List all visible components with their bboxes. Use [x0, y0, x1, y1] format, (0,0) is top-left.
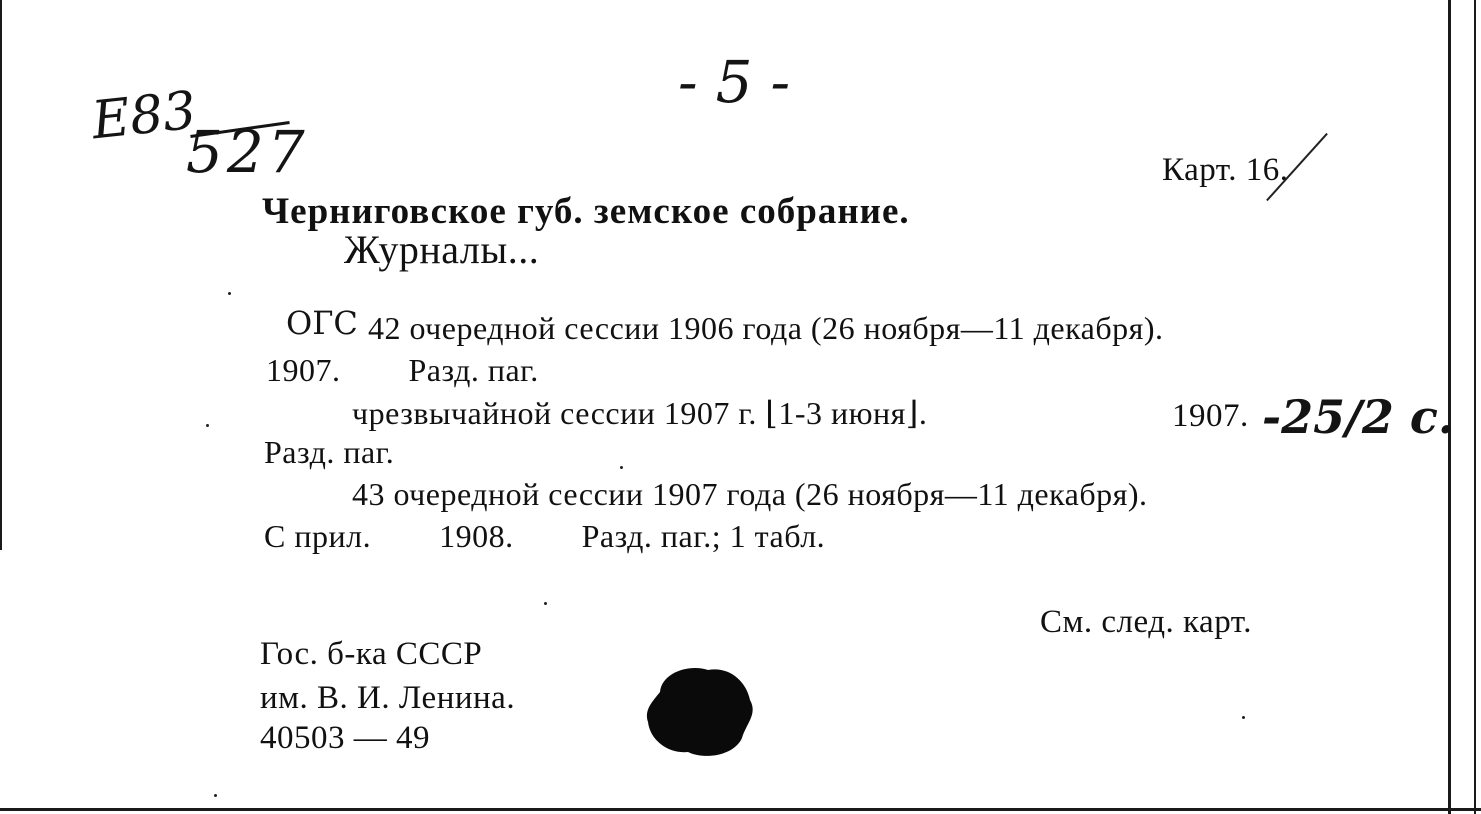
page-number: -5-: [678, 48, 809, 116]
subheading: Журналы...: [344, 227, 540, 272]
speck: [620, 466, 623, 469]
entry-2-year: 1907.: [1172, 398, 1249, 434]
library-order-number: 40503 — 49: [260, 720, 430, 756]
card-bottom-border: [0, 808, 1481, 811]
card-label: Карт. 16.: [1162, 152, 1289, 188]
library-name-line2: им. В. И. Ленина.: [260, 680, 516, 716]
entry-2-line2: Разд. паг.: [264, 434, 395, 470]
shelfmark: E83: [89, 80, 199, 152]
ink-blot-image: [642, 662, 758, 760]
library-name: Гос. б-ка СССР: [260, 636, 483, 672]
speck: [214, 794, 217, 797]
entry-2-hand-note: -25/2 с.: [1262, 390, 1454, 444]
entry-3-line2: С прил. 1908. Разд. паг.; 1 табл.: [264, 518, 826, 554]
entry-1-mark: ОГС: [286, 304, 358, 342]
entry-3-line1: 43 очередной сессии 1907 года (26 ноября—11 декабря).: [352, 476, 1148, 512]
entry-1-line2: 1907. Разд. паг.: [266, 352, 539, 388]
see-next-card: См. след. карт.: [1040, 604, 1252, 640]
speck: [1242, 716, 1245, 719]
speck: [206, 424, 209, 427]
speck: [228, 292, 231, 295]
card-right-border-outer: [1474, 0, 1476, 814]
shelfmark-number: 527: [186, 118, 309, 186]
heading: Черниговское губ. земское собрание.: [262, 191, 910, 232]
speck: [544, 602, 547, 605]
card-left-border: [0, 0, 2, 550]
entry-1-line1: 42 очередной сессии 1906 года (26 ноября—11 декабря).: [368, 310, 1164, 346]
entry-2-line1: чрезвычайной сессии 1907 г. ⌊1-3 июня⌋.: [352, 395, 928, 431]
